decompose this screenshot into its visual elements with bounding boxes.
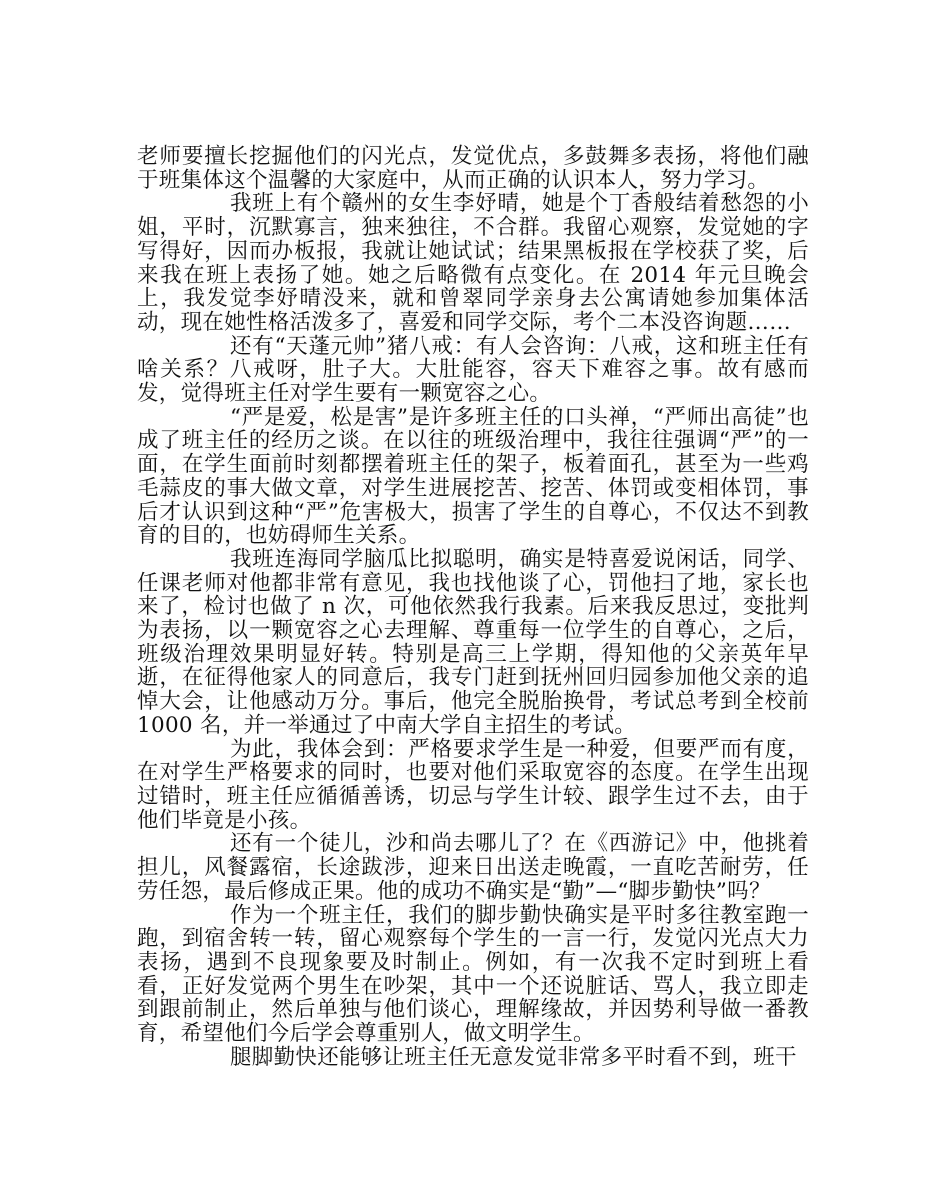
paragraph-4: “严是爱，松是害”是许多班主任的口头禅，“严师出高徒”也成了班主任的经历之谈。在以往的班级治理中，我往往强调“严”的一面，在学生面前时刻都摆着班主任的架子，板着面孔，甚至为一些鸡毛蒜皮的事大做文章，对学生进展挖苦、挖苦、体罚或变相体罚，事后才认识到这种“严”危害极大，损害了学生的自尊心，不仅达不到教育的目的，也妨碍师生关系。: [137, 404, 809, 549]
paragraph-2: 我班上有个赣州的女生李妤晴，她是个丁香般结着愁怨的小姐，平时，沉默寡言，独来独往，不合群。我留心观察，发觉她的字写得好，因而办板报，我就让她试试；结果黑板报在学校获了奖，后来我在班上表扬了她。她之后略微有点变化。在 2014 年元旦晚会上，我发觉李妤晴没来，就和曾翠同学亲身去公寓请她参加集体活动，现在她性格活泼多了，喜爱和同学交际，考个二本没咨询题……: [137, 191, 809, 335]
paragraph-3: 还有“天蓬元帅”猪八戒：有人会咨询：八戒，这和班主任有啥关系？八戒呀，肚子大。大肚能容，容天下难容之事。故有感而发，觉得班主任对学生要有一颗宽容之心。: [137, 333, 809, 407]
document-body: [137, 145, 809, 1069]
paragraph-7: 还有一个徒儿，沙和尚去哪儿了？在《西游记》中，他挑着担儿，风餐露宿，长途跋涉，迎来日出送走晚霞，一直吃苦耐劳，任劳任怨，最后修成正果。他的成功不确实是“勤”—“脚步勤快”吗？: [137, 831, 809, 904]
paragraph-1: 老师要擅长挖掘他们的闪光点，发觉优点，多鼓舞多表扬，将他们融于班集体这个温馨的大家庭中，从而正确的认识本人，努力学习。: [137, 144, 809, 193]
paragraph-8: 作为一个班主任，我们的脚步勤快确实是平时多往教室跑一跑，到宿舍转一转，留心观察每个学生的一言一行，发觉闪光点大力表扬，遇到不良现象要及时制止。例如，有一次我不定时到班上看看，正好发觉两个男生在吵架，其中一个还说脏话、骂人，我立即走到跟前制止，然后单独与他们谈心，理解缘故，并因势利导做一番教育，希望他们今后学会尊重别人，做文明学生。: [137, 902, 809, 1047]
paragraph-9: 腿脚勤快还能够让班主任无意发觉非常多平时看不到，班干: [230, 1044, 797, 1070]
paragraph-6: 为此，我体会到：严格要求学生是一种爱，但要严而有度，在对学生严格要求的同时，也要对他们采取宽容的态度。在学生出现过错时，班主任应循循善诱，切忌与学生计较、跟学生过不去，由于他们毕竟是小孩。: [137, 736, 809, 833]
paragraph-5: 我班连海同学脑瓜比拟聪明，确实是特喜爱说闲话，同学、任课老师对他都非常有意见，我也找他谈了心，罚他扫了地，家长也来了，检讨也做了 n 次，可他依然我行我素。后来我反思过，变批判为表扬，以一颗宽容之心去理解、尊重每一位学生的自尊心，之后，班级治理效果明显好转。特别是高三上学期，得知他的父亲英年早逝，在征得他家人的同意后，我专门赶到抚州回归园参加他父亲的追悼大会，让他感动万分。事后，他完全脱胎换骨，考试总考到全校前 1000 名，并一举通过了中南大学自主招生的考试。: [137, 546, 809, 738]
